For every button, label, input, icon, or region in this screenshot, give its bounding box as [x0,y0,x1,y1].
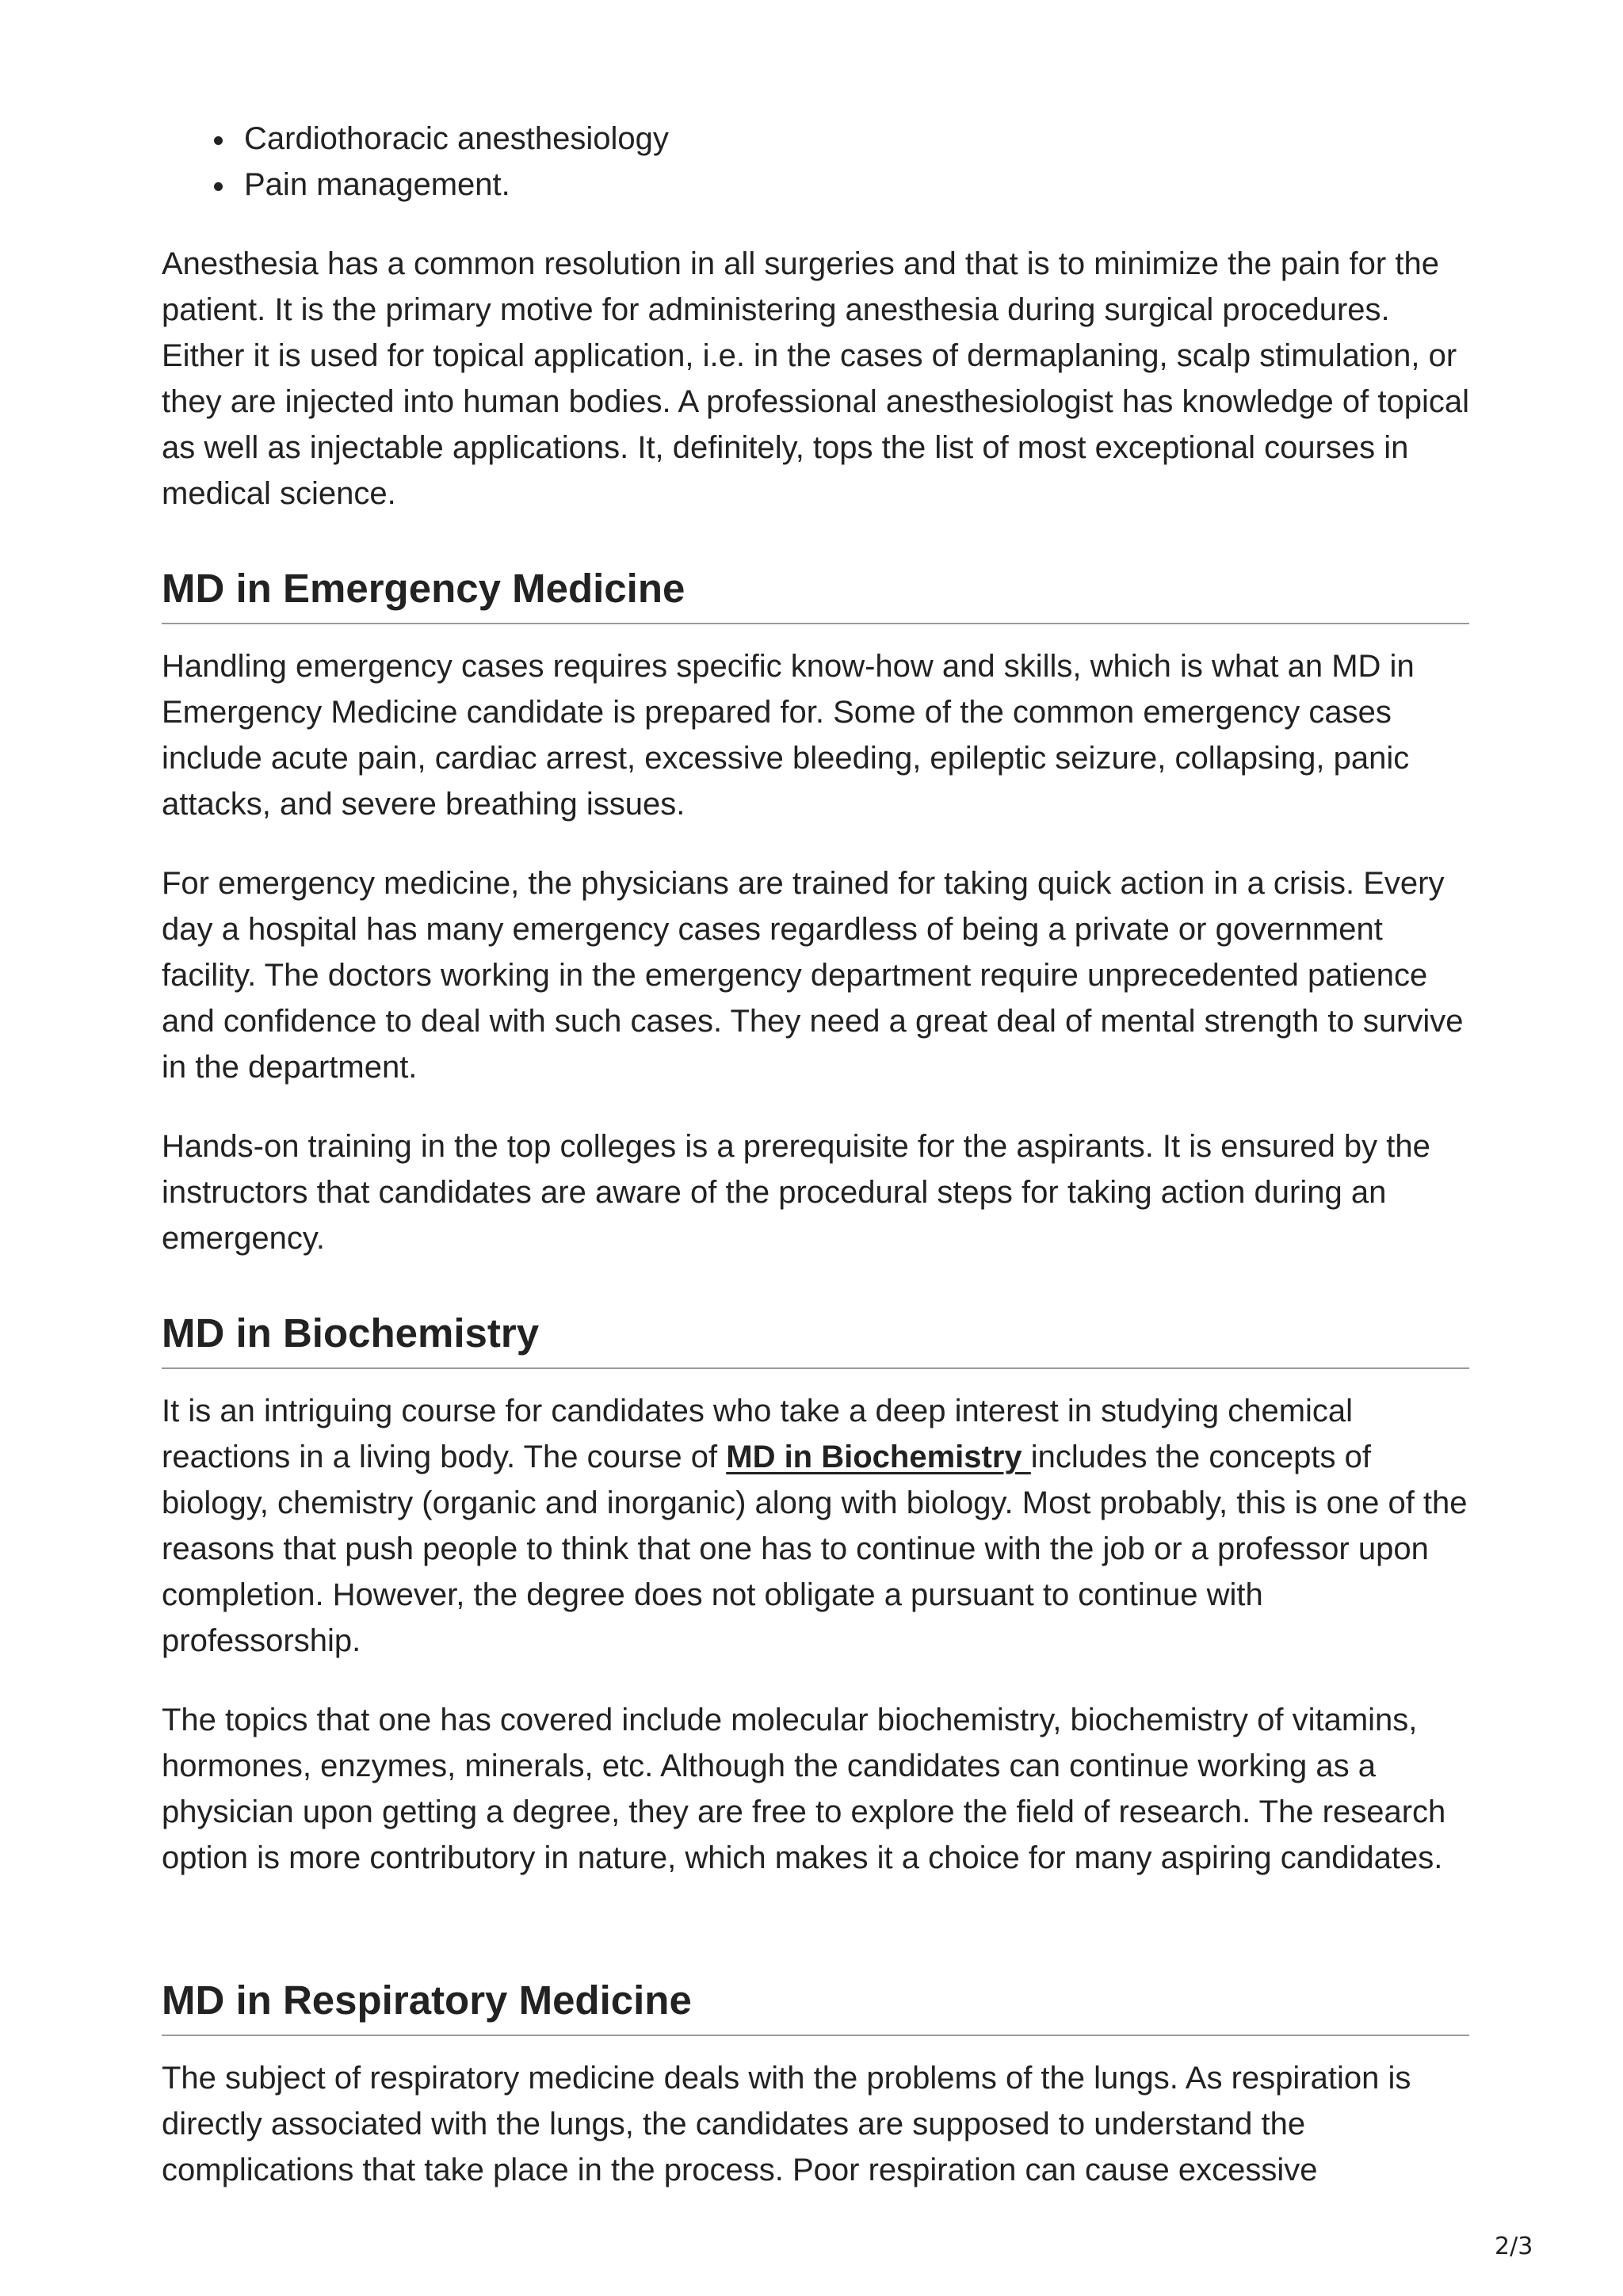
emergency-paragraph-3: Hands-on training in the top colleges is a prerequisite for the aspirants. It is ensured by the instructors that candidates are aware of the procedural steps for taking action during an emergency. [162,1129,1430,1256]
list-item: Pain management. [244,162,669,208]
md-in-biochemistry-link[interactable]: MD in Biochemistry [726,1440,1031,1474]
emergency-paragraph-1: Handling emergency cases requires specific know-how and skills, which is what an MD in Emergency Medicine candidate is prepared for. Some of the common emergency cases include acute pain, cardiac arrest, excessive bleeding, epileptic seizure, collapsing, panic attacks, and severe breathing issues. [162,649,1415,822]
section-heading-biochemistry: MD in Biochemistry [162,1309,1469,1369]
page-number: 2/3 [1495,2233,1533,2260]
biochemistry-paragraph-1 [162,1388,1469,1664]
anesthesia-paragraph: Anesthesia has a common resolution in all surgeries and that is to minimize the pain for the patient. It is the primary motive for administering anesthesia during surgical procedures. Either it is used for topical application, i.e. in the cases of dermaplaning, scalp stimulation, or they are injected into human bodies. A professional anesthesiologist has knowledge of topical as well as injectable applications. It, definitely, tops the list of most exceptional courses in medical science. [162,246,1469,511]
emergency-paragraph-2: For emergency medicine, the physicians are trained for taking quick action in a crisis. Every day a hospital has many emergency cases regardless of being a private or government facility. The doctors working in the emergency department require unprecedented patience and confidence to deal with such cases. They need a great deal of mental strength to survive in the department. [162,866,1464,1085]
respiratory-paragraph-1: The subject of respiratory medicine deals with the problems of the lungs. As respiration is directly associated with the lungs, the candidates are supposed to understand the complications that take place in the process. Poor respiration can cause excessive [162,2061,1411,2187]
list-item: Cardiothoracic anesthesiology [244,116,669,162]
section-heading-emergency: MD in Emergency Medicine [162,564,1469,624]
biochemistry-paragraph-2: The topics that one has covered include molecular biochemistry, biochemistry of vitamins, hormones, enzymes, minerals, etc. Although the candidates can continue working as a physician upon getting a degree, they are free to explore the field of research. The research option is more contributory in nature, which makes it a choice for many aspiring candidates. [162,1703,1446,1875]
bullet-list [162,116,669,208]
biochemistry-text-after: includes the concepts of biology, chemistry (organic and inorganic) along with biology. Most probably, this is one of the reasons that push people to think that one has to continue with the job or a professor upon completion. However, the degree does not obligate a pursuant to continue with professorship. [162,1440,1468,1658]
biochemistry-text-before: It is an intriguing course for candidates who take a deep interest in studying chemical reactions in a living body. The course of [162,1394,1354,1474]
section-heading-respiratory: MD in Respiratory Medicine [162,1976,1469,2036]
